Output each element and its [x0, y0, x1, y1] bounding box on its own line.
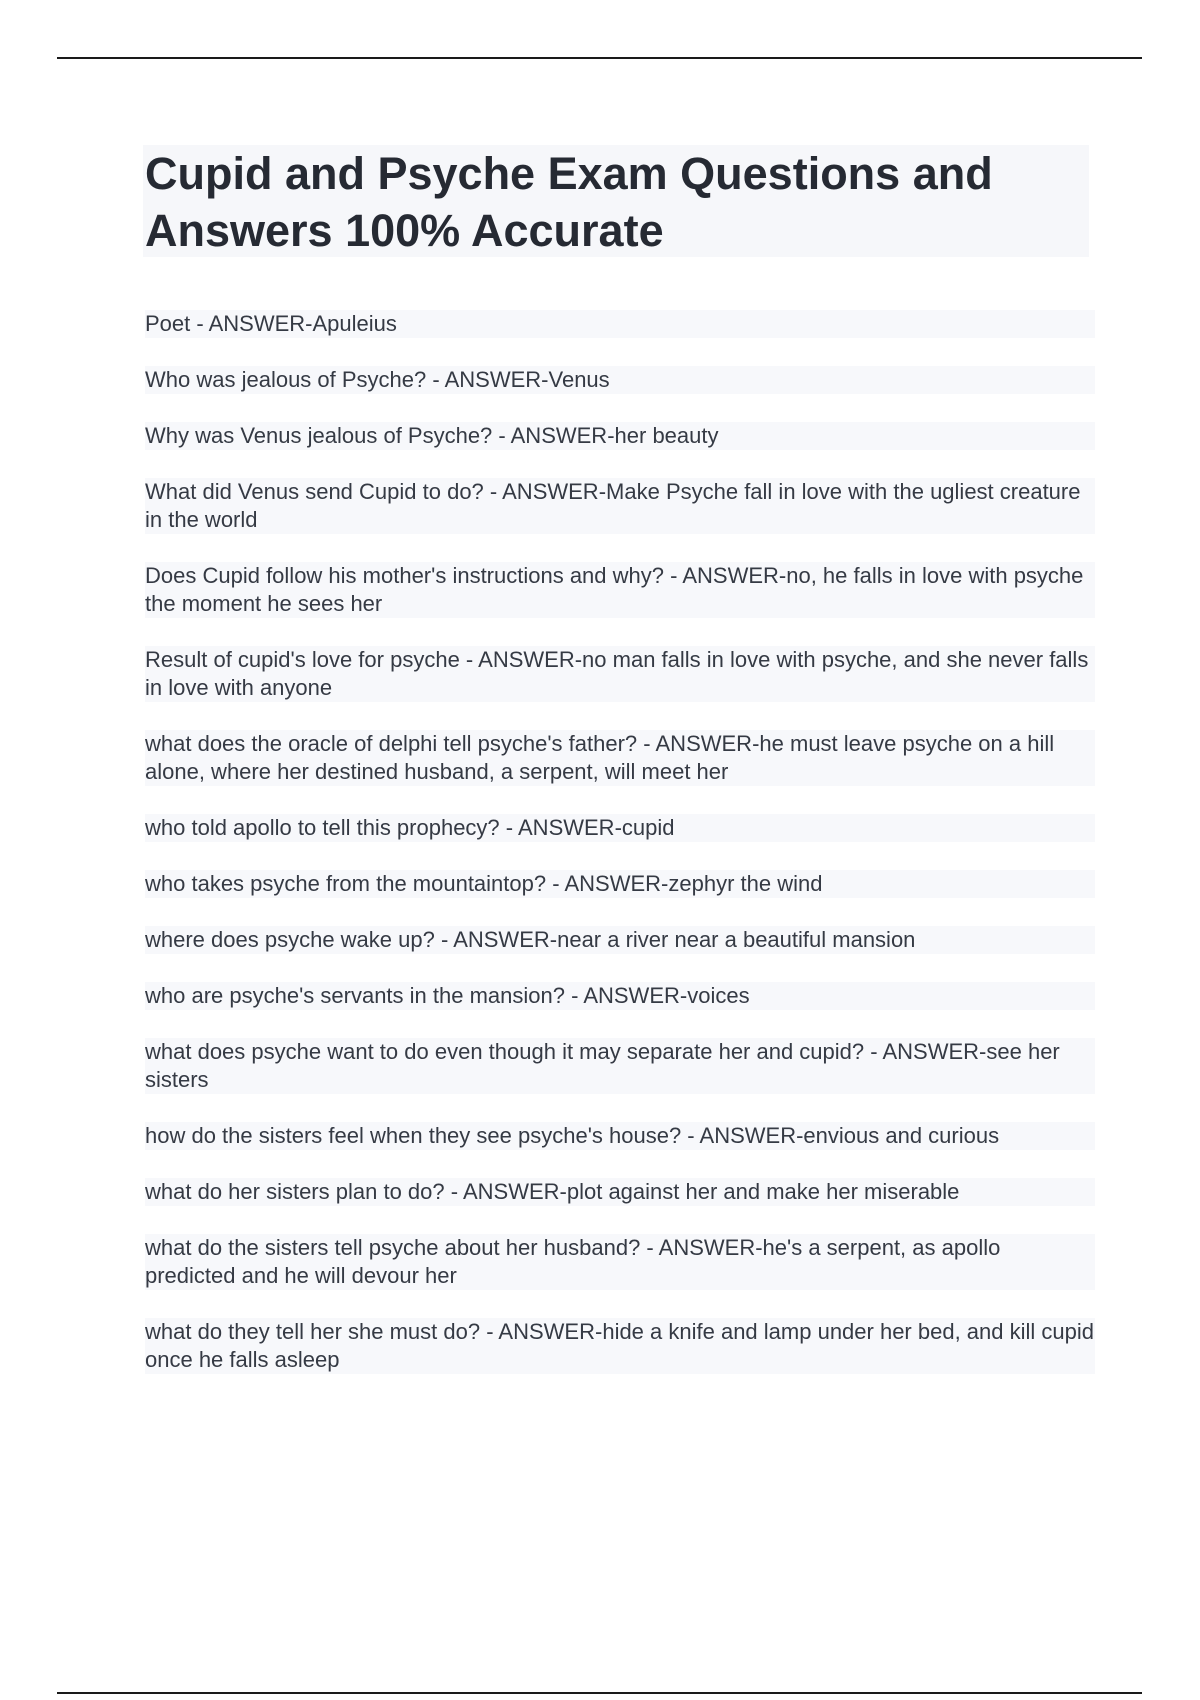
- answer-text: he must leave psyche on a hill alone, where her destined husband, a serpent, will meet her: [145, 731, 1055, 784]
- qa-list: [145, 310, 1095, 1402]
- question-text: what do her sisters plan to do?: [145, 1179, 445, 1204]
- qa-item: [145, 982, 1095, 1010]
- question-text: what does psyche want to do even though it may separate her and cupid?: [145, 1039, 865, 1064]
- question-text: who are psyche's servants in the mansion?: [145, 983, 565, 1008]
- answer-separator: - ANSWER-: [483, 479, 607, 504]
- answer-separator: - ANSWER-: [546, 871, 669, 896]
- answer-separator: - ANSWER-: [444, 1179, 567, 1204]
- answer-text: Apuleius: [312, 311, 397, 336]
- answer-text: he's a serpent, as apollo predicted and he will devour her: [145, 1235, 1001, 1288]
- question-text: where does psyche wake up?: [145, 927, 435, 952]
- answer-separator: - ANSWER-: [564, 983, 688, 1008]
- answer-text: cupid: [621, 815, 675, 840]
- qa-item: [145, 1318, 1095, 1374]
- qa-item: [145, 926, 1095, 954]
- question-text: Why was Venus jealous of Psyche?: [145, 423, 493, 448]
- qa-item: [145, 310, 1095, 338]
- qa-item: [145, 366, 1095, 394]
- qa-item: [145, 1178, 1095, 1206]
- answer-text: hide a knife and lamp under her bed, and kill cupid once he falls asleep: [145, 1319, 1094, 1372]
- answer-separator: - ANSWER-: [499, 815, 622, 840]
- qa-item: [145, 478, 1095, 534]
- answer-separator: - ANSWER-: [190, 311, 313, 336]
- answer-text: near a river near a beautiful mansion: [557, 927, 916, 952]
- top-rule: [57, 57, 1142, 59]
- answer-separator: - ANSWER-: [434, 927, 558, 952]
- answer-separator: - ANSWER-: [459, 647, 583, 672]
- answer-separator: - ANSWER-: [480, 1319, 603, 1344]
- bottom-rule: [57, 1692, 1142, 1694]
- answer-text: Venus: [548, 367, 610, 392]
- qa-item: [145, 1234, 1095, 1290]
- document-title: Cupid and Psyche Exam Questions and Answers 100% Accurate: [145, 148, 993, 256]
- question-text: who takes psyche from the mountaintop?: [145, 871, 547, 896]
- answer-separator: - ANSWER-: [640, 1235, 763, 1260]
- question-text: who told apollo to tell this prophecy?: [145, 815, 500, 840]
- qa-item: [145, 1122, 1095, 1150]
- answer-text: plot against her and make her miserable: [566, 1179, 960, 1204]
- qa-item: [145, 422, 1095, 450]
- answer-text: her beauty: [614, 423, 719, 448]
- answer-separator: - ANSWER-: [681, 1123, 804, 1148]
- qa-item: [145, 814, 1095, 842]
- answer-text: see her sisters: [145, 1039, 1060, 1092]
- question-text: Does Cupid follow his mother's instructions and why?: [145, 563, 664, 588]
- question-text: What did Venus send Cupid to do?: [145, 479, 484, 504]
- question-text: what do they tell her she must do?: [145, 1319, 481, 1344]
- question-text: what do the sisters tell psyche about her husband?: [145, 1235, 641, 1260]
- answer-separator: - ANSWER-: [864, 1039, 987, 1064]
- answer-text: no man falls in love with psyche, and she never falls in love with anyone: [145, 647, 1089, 700]
- answer-text: voices: [687, 983, 750, 1008]
- answer-separator: - ANSWER-: [426, 367, 549, 392]
- answer-separator: - ANSWER-: [637, 731, 760, 756]
- answer-separator: - ANSWER-: [664, 563, 787, 588]
- title-block: [143, 145, 1089, 257]
- qa-item: [145, 870, 1095, 898]
- answer-text: no, he falls in love with psyche the moment he sees her: [145, 563, 1084, 616]
- answer-text: zephyr the wind: [668, 871, 823, 896]
- question-text: what does the oracle of delphi tell psyche's father?: [145, 731, 638, 756]
- answer-separator: - ANSWER-: [492, 423, 615, 448]
- question-text: how do the sisters feel when they see psyche's house?: [145, 1123, 682, 1148]
- question-text: Poet: [145, 311, 191, 336]
- answer-text: envious and curious: [803, 1123, 1000, 1148]
- question-text: Who was jealous of Psyche?: [145, 367, 427, 392]
- qa-item: [145, 646, 1095, 702]
- answer-text: Make Psyche fall in love with the ugliest creature in the world: [145, 479, 1081, 532]
- question-text: Result of cupid's love for psyche: [145, 647, 460, 672]
- qa-item: [145, 730, 1095, 786]
- qa-item: [145, 1038, 1095, 1094]
- qa-item: [145, 562, 1095, 618]
